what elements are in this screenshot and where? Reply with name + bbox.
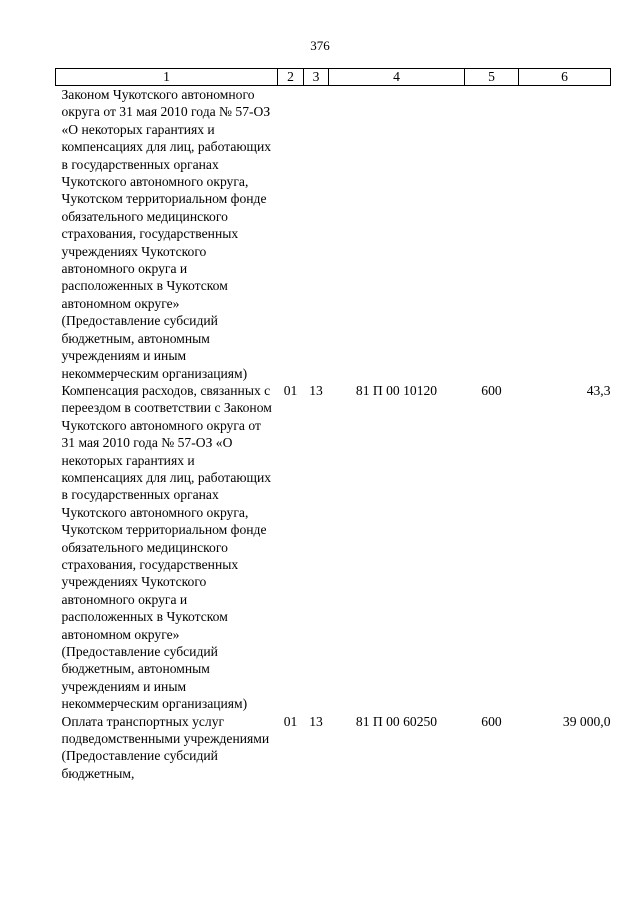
budget-table xyxy=(55,68,611,782)
row-section: 01 xyxy=(283,382,298,398)
page-number: 376 xyxy=(310,38,330,53)
row-description: Оплата транспортных услуг подведомственными учреждениями (Предоставление субсидий бюджетным, xyxy=(61,713,270,781)
table-row xyxy=(56,86,611,382)
row-expense-type: 600 xyxy=(481,713,502,729)
row-target-article: 81 П 00 10120 xyxy=(355,382,438,398)
row-description: Законом Чукотского автономного округа от 31 мая 2010 года № 57-ОЗ «О некоторых гарантиях и компенсациях для лиц, работающих в государственных органах Чукотского автономного округа, Чукотском территориальном фонде обязательного медицинского страхования, государственных учреждениях Чукотского автономного округа и расположенных в Чукотском автономном округе» (Предоставление субсидий бюджетным, автономным учреждениям и иным некоммерческим организациям) xyxy=(61,87,272,381)
header-col-1: 1 xyxy=(56,69,278,86)
header-col-5: 5 xyxy=(465,69,519,86)
row-target-article xyxy=(329,86,465,382)
table-row xyxy=(56,713,611,783)
table-row xyxy=(56,382,611,713)
row-section: 01 xyxy=(283,713,298,729)
row-description: Компенсация расходов, связанных с переездом в соответствии с Законом Чукотского автономного округа от 31 мая 2010 года № 57-ОЗ «О некоторых гарантиях и компенсациях для лиц, работающих в государственных органах Чукотского автономного округа, Чукотском территориальном фонде обязательного медицинского страхования, государственных учреждениях Чукотского автономного округа и расположенных в Чукотском автономном округе» (Предоставление субсидий бюджетным, автономным учреждениям и иным некоммерческим организациям) xyxy=(61,382,272,712)
row-subsection: 13 xyxy=(309,382,323,398)
header-col-4: 4 xyxy=(329,69,465,86)
row-section xyxy=(278,86,304,382)
row-amount xyxy=(519,86,611,382)
row-subsection xyxy=(304,86,329,382)
header-col-2: 2 xyxy=(278,69,304,86)
row-subsection: 13 xyxy=(309,713,323,729)
header-col-6: 6 xyxy=(519,69,611,86)
row-amount: 39 000,0 xyxy=(562,713,611,729)
table-header-row xyxy=(56,69,611,86)
row-amount: 43,3 xyxy=(586,382,611,398)
row-expense-type: 600 xyxy=(481,382,502,398)
row-expense-type xyxy=(465,86,519,382)
row-target-article: 81 П 00 60250 xyxy=(355,713,438,729)
header-col-3: 3 xyxy=(304,69,329,86)
